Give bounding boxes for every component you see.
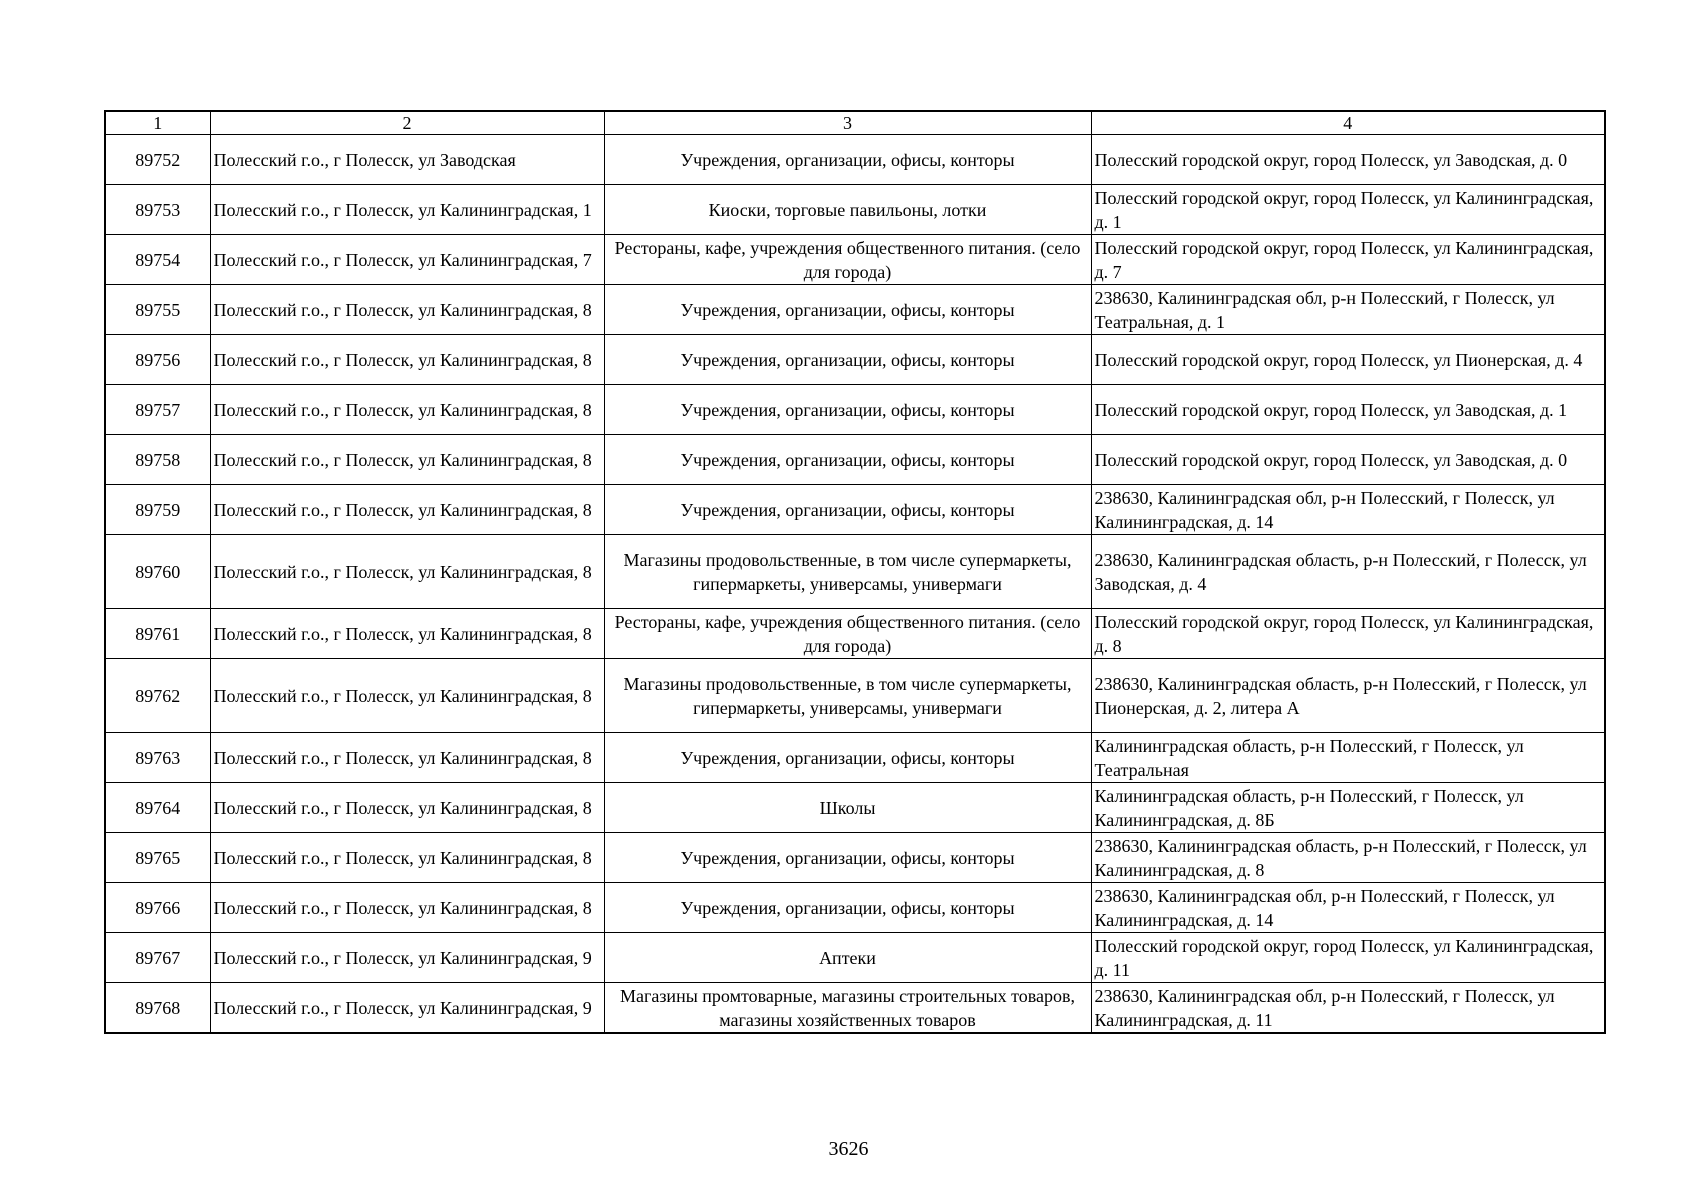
row-id: 89765 xyxy=(105,833,210,883)
row-category: Киоски, торговые павильоны, лотки xyxy=(604,185,1091,235)
column-header-4: 4 xyxy=(1091,111,1605,135)
row-address: Полесский г.о., г Полесск, ул Калининградская, 8 xyxy=(210,609,604,659)
row-address: Полесский г.о., г Полесск, ул Калининградская, 9 xyxy=(210,933,604,983)
row-address: Полесский г.о., г Полесск, ул Калининградская, 9 xyxy=(210,983,604,1034)
row-full-address: 238630, Калининградская обл, р-н Полесский, г Полесск, ул Театральная, д. 1 xyxy=(1091,285,1605,335)
row-full-address: Полесский городской округ, город Полесск, ул Калининградская, д. 7 xyxy=(1091,235,1605,285)
table-row xyxy=(105,135,1605,185)
row-category: Учреждения, организации, офисы, конторы xyxy=(604,285,1091,335)
table-row xyxy=(105,435,1605,485)
row-id: 89763 xyxy=(105,733,210,783)
row-address: Полесский г.о., г Полесск, ул Калининградская, 8 xyxy=(210,883,604,933)
row-address: Полесский г.о., г Полесск, ул Калининградская, 8 xyxy=(210,335,604,385)
row-id: 89758 xyxy=(105,435,210,485)
table-row xyxy=(105,335,1605,385)
row-address: Полесский г.о., г Полесск, ул Калининградская, 1 xyxy=(210,185,604,235)
row-address: Полесский г.о., г Полесск, ул Заводская xyxy=(210,135,604,185)
row-address: Полесский г.о., г Полесск, ул Калининградская, 8 xyxy=(210,733,604,783)
table-row xyxy=(105,833,1605,883)
row-full-address: Полесский городской округ, город Полесск, ул Калининградская, д. 8 xyxy=(1091,609,1605,659)
row-full-address: Полесский городской округ, город Полесск, ул Пионерская, д. 4 xyxy=(1091,335,1605,385)
row-full-address: 238630, Калининградская обл, р-н Полесский, г Полесск, ул Калининградская, д. 14 xyxy=(1091,485,1605,535)
row-full-address: Полесский городской округ, город Полесск, ул Заводская, д. 0 xyxy=(1091,135,1605,185)
row-address: Полесский г.о., г Полесск, ул Калининградская, 8 xyxy=(210,485,604,535)
row-id: 89756 xyxy=(105,335,210,385)
row-category: Учреждения, организации, офисы, конторы xyxy=(604,833,1091,883)
row-full-address: Полесский городской округ, город Полесск, ул Калининградская, д. 11 xyxy=(1091,933,1605,983)
table-row xyxy=(105,485,1605,535)
row-category: Учреждения, организации, офисы, конторы xyxy=(604,435,1091,485)
row-id: 89757 xyxy=(105,385,210,435)
row-id: 89759 xyxy=(105,485,210,535)
row-address: Полесский г.о., г Полесск, ул Калининградская, 7 xyxy=(210,235,604,285)
row-category: Магазины продовольственные, в том числе супермаркеты, гипермаркеты, универсамы, универмаги xyxy=(604,659,1091,733)
row-address: Полесский г.о., г Полесск, ул Калининградская, 8 xyxy=(210,535,604,609)
column-header-3: 3 xyxy=(604,111,1091,135)
row-category: Учреждения, организации, офисы, конторы xyxy=(604,385,1091,435)
row-category: Учреждения, организации, офисы, конторы xyxy=(604,135,1091,185)
row-full-address: 238630, Калининградская область, р-н Полесский, г Полесск, ул Заводская, д. 4 xyxy=(1091,535,1605,609)
row-id: 89762 xyxy=(105,659,210,733)
row-address: Полесский г.о., г Полесск, ул Калининградская, 8 xyxy=(210,285,604,335)
row-id: 89764 xyxy=(105,783,210,833)
column-header-2: 2 xyxy=(210,111,604,135)
row-full-address: Калининградская область, р-н Полесский, г Полесск, ул Театральная xyxy=(1091,733,1605,783)
row-id: 89754 xyxy=(105,235,210,285)
row-full-address: Полесский городской округ, город Полесск, ул Заводская, д. 0 xyxy=(1091,435,1605,485)
table-row xyxy=(105,285,1605,335)
table-row xyxy=(105,185,1605,235)
row-full-address: Полесский городской округ, город Полесск, ул Калининградская, д. 1 xyxy=(1091,185,1605,235)
row-id: 89766 xyxy=(105,883,210,933)
table-row xyxy=(105,609,1605,659)
data-table xyxy=(104,110,1606,1034)
row-full-address: Калининградская область, р-н Полесский, г Полесск, ул Калининградская, д. 8Б xyxy=(1091,783,1605,833)
row-address: Полесский г.о., г Полесск, ул Калининградская, 8 xyxy=(210,659,604,733)
row-address: Полесский г.о., г Полесск, ул Калининградская, 8 xyxy=(210,783,604,833)
row-address: Полесский г.о., г Полесск, ул Калининградская, 8 xyxy=(210,385,604,435)
row-id: 89761 xyxy=(105,609,210,659)
row-category: Рестораны, кафе, учреждения общественного питания. (село для города) xyxy=(604,235,1091,285)
table-row xyxy=(105,535,1605,609)
table-row xyxy=(105,883,1605,933)
row-full-address: 238630, Калининградская обл, р-н Полесский, г Полесск, ул Калининградская, д. 11 xyxy=(1091,983,1605,1034)
table-row xyxy=(105,235,1605,285)
row-category: Учреждения, организации, офисы, конторы xyxy=(604,883,1091,933)
table-row xyxy=(105,659,1605,733)
table-row xyxy=(105,385,1605,435)
row-full-address: 238630, Калининградская область, р-н Полесский, г Полесск, ул Калининградская, д. 8 xyxy=(1091,833,1605,883)
row-category: Учреждения, организации, офисы, конторы xyxy=(604,485,1091,535)
row-id: 89755 xyxy=(105,285,210,335)
row-full-address: 238630, Калининградская область, р-н Полесский, г Полесск, ул Пионерская, д. 2, литера А xyxy=(1091,659,1605,733)
row-full-address: Полесский городской округ, город Полесск, ул Заводская, д. 1 xyxy=(1091,385,1605,435)
row-category: Магазины промтоварные, магазины строительных товаров, магазины хозяйственных товаров xyxy=(604,983,1091,1034)
table-row xyxy=(105,983,1605,1034)
row-full-address: 238630, Калининградская обл, р-н Полесский, г Полесск, ул Калининградская, д. 14 xyxy=(1091,883,1605,933)
row-address: Полесский г.о., г Полесск, ул Калининградская, 8 xyxy=(210,833,604,883)
row-id: 89752 xyxy=(105,135,210,185)
row-id: 89768 xyxy=(105,983,210,1034)
table-row xyxy=(105,783,1605,833)
page-number: 3626 xyxy=(828,1138,869,1160)
row-id: 89760 xyxy=(105,535,210,609)
row-category: Учреждения, организации, офисы, конторы xyxy=(604,733,1091,783)
row-address: Полесский г.о., г Полесск, ул Калининградская, 8 xyxy=(210,435,604,485)
row-category: Магазины продовольственные, в том числе супермаркеты, гипермаркеты, универсамы, универмаги xyxy=(604,535,1091,609)
table-row xyxy=(105,733,1605,783)
row-category: Школы xyxy=(604,783,1091,833)
table-header-row xyxy=(105,111,1605,135)
row-id: 89753 xyxy=(105,185,210,235)
column-header-1: 1 xyxy=(105,111,210,135)
row-category: Рестораны, кафе, учреждения общественного питания. (село для города) xyxy=(604,609,1091,659)
row-category: Аптеки xyxy=(604,933,1091,983)
row-id: 89767 xyxy=(105,933,210,983)
row-category: Учреждения, организации, офисы, конторы xyxy=(604,335,1091,385)
table-row xyxy=(105,933,1605,983)
